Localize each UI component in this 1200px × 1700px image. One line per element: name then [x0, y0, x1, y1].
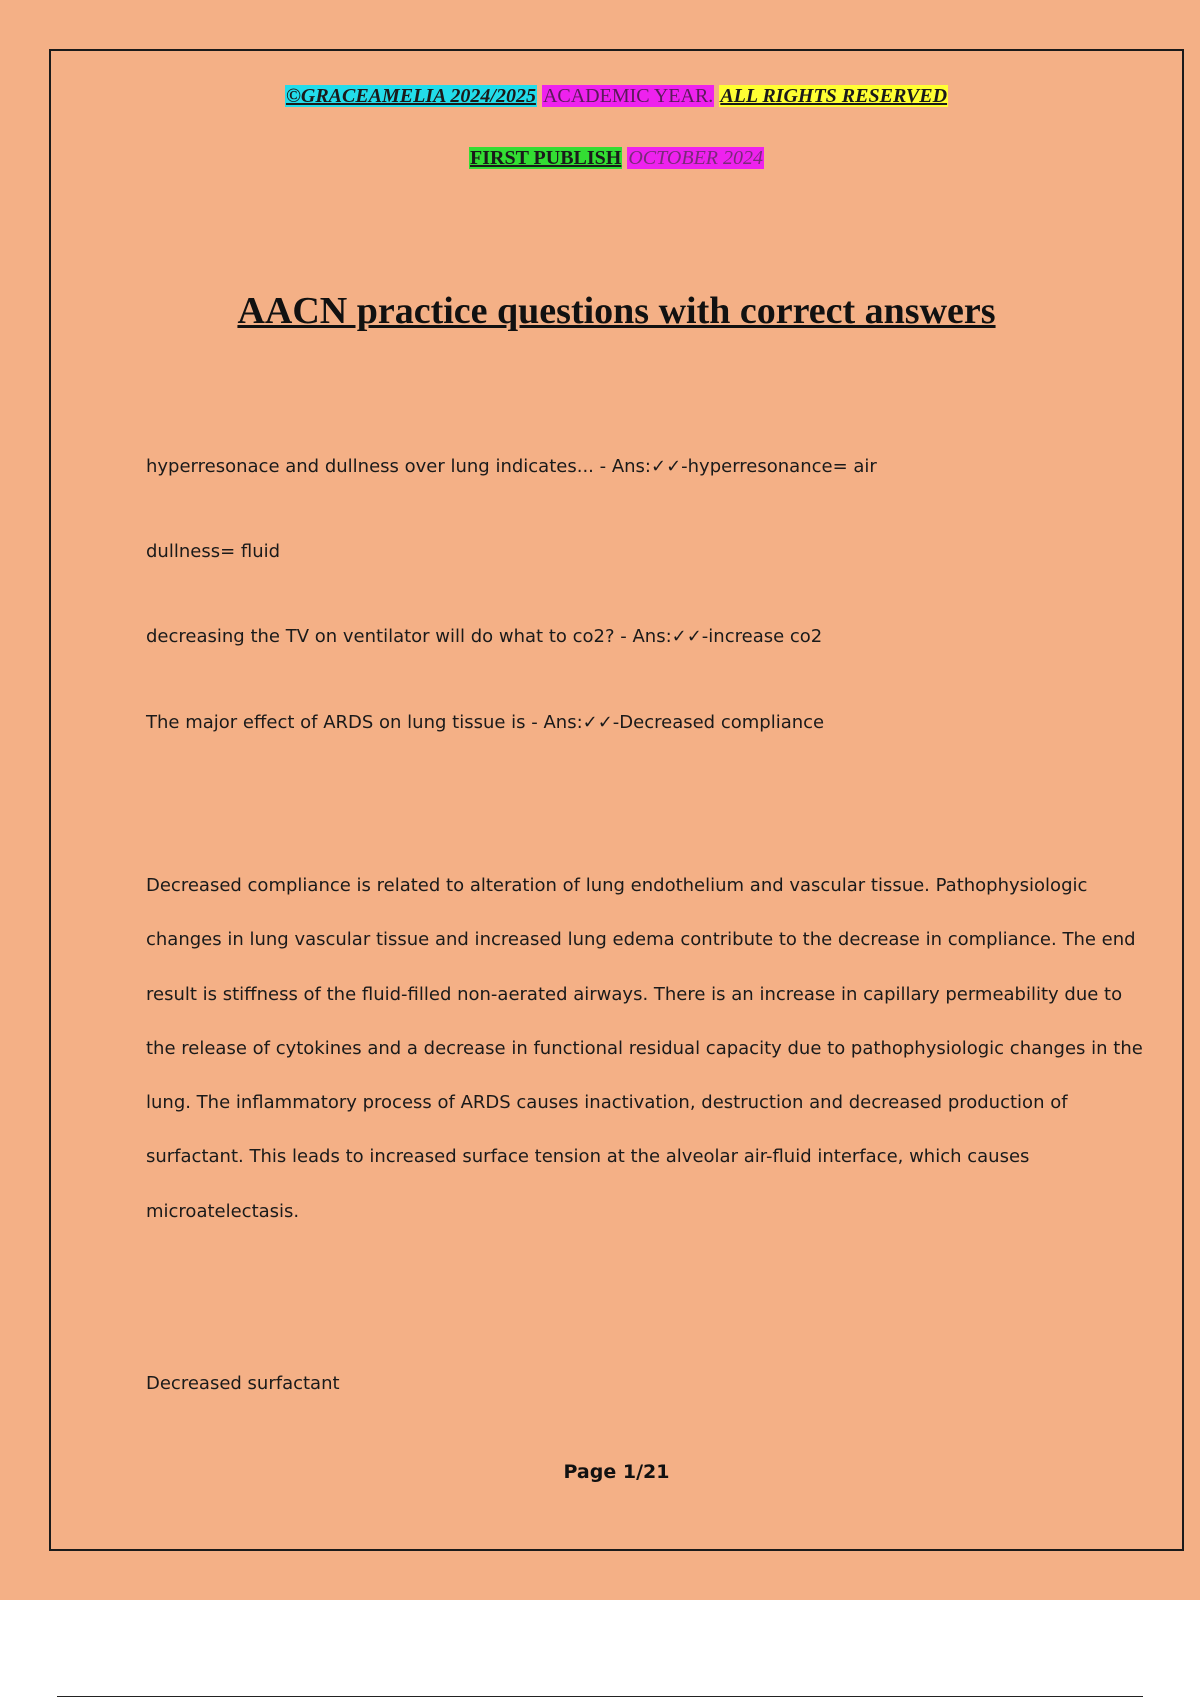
qa-line-1: hyperresonace and dullness over lung indicates... - Ans:✓✓-hyperresonance= air	[146, 456, 877, 477]
document-title: AACN practice questions with correct answers	[237, 290, 996, 332]
qa-line-4: The major effect of ARDS on lung tissue is - Ans:✓✓-Decreased compliance	[146, 712, 825, 733]
closing-line: Decreased surfactant	[146, 1373, 340, 1394]
publish-header	[51, 147, 1182, 170]
page-number: Page 1/21	[563, 1461, 670, 1483]
copyright-header	[51, 85, 1182, 108]
publish-date-text: OCTOBER 2024	[628, 147, 763, 169]
copyright-text: ©GRACEAMELIA 2024/2025	[285, 85, 536, 107]
first-publish-text: FIRST PUBLISH	[470, 147, 622, 169]
qa-line-2: dullness= fluid	[146, 541, 281, 562]
page-border	[49, 49, 1184, 1551]
bottom-divider	[57, 1696, 1143, 1697]
rights-reserved-text: ALL RIGHTS RESERVED	[720, 85, 948, 107]
qa-line-3: decreasing the TV on ventilator will do what to co2? - Ans:✓✓-increase co2	[146, 626, 823, 647]
academic-year-text: ACADEMIC YEAR.	[542, 85, 714, 107]
explanation-paragraph: Decreased compliance is related to alteration of lung endothelium and vascular tissue. Pathophysiologic changes in lung vascular tissue and increased lung edema contribute to the decrease in compliance. The end result is stiffness of the fluid-filled non-aerated airways. There is an increase in capillary permeability due to the release of cytokines and a decrease in functional residual capacity due to pathophysiologic changes in the lung. The inflammatory process of ARDS causes inactivation, destruction and decreased production of surfactant. This leads to increased surface tension at the alveolar air-fluid interface, which causes microatelectasis.	[146, 875, 1143, 1222]
